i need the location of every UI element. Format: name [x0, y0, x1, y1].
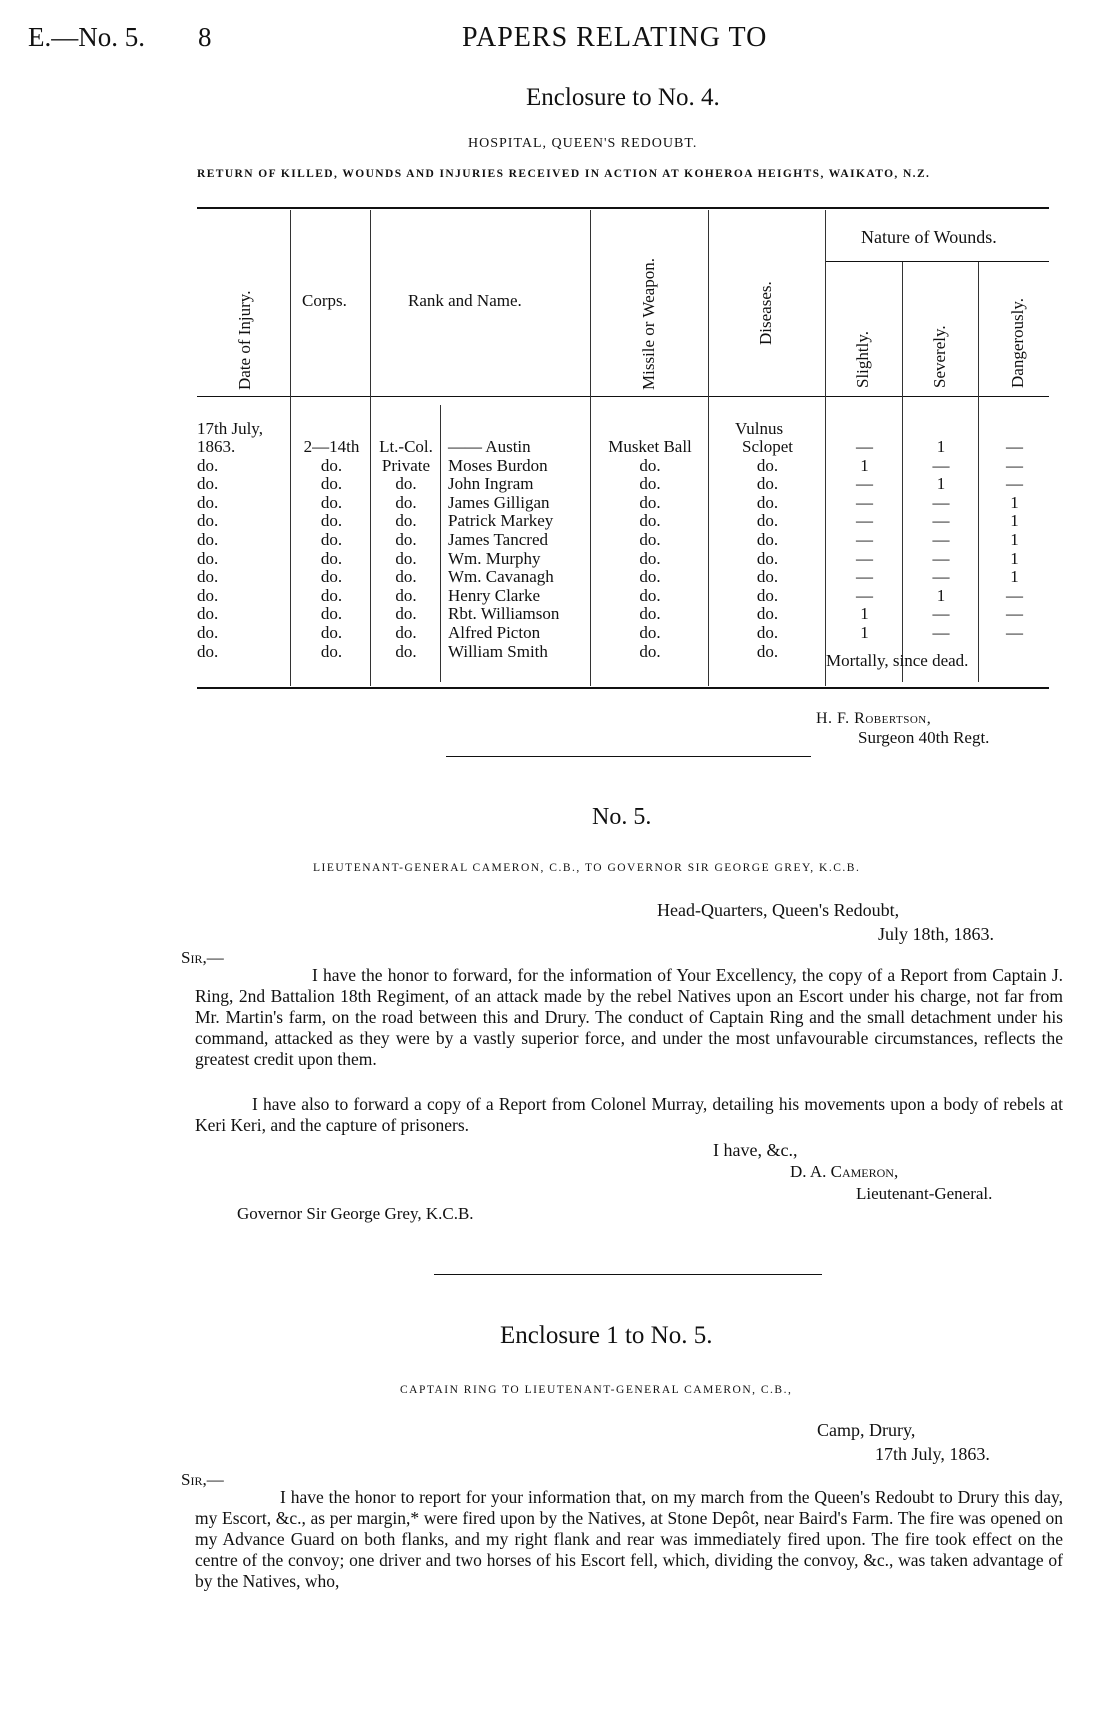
table-cell-rank: do.: [395, 530, 417, 549]
date-first-line: 17th July,: [197, 419, 263, 438]
table-cell-dangerously: —: [1006, 474, 1023, 494]
col-divider: [978, 262, 979, 682]
table-cell-missile: do.: [639, 548, 661, 568]
table-cell-rank: do.: [395, 604, 417, 624]
enclosure-1-paragraph-1: I have the honor to report for your information that, on my march from the Queen's Redoubt to Drury this day, my Escort, &c., as per margin,* were fired upon by the Natives, at Stone Depôt, near Baird's Farm. The fire was opened on my Advance Guard on both flanks, and my right flank and rear was immediately fired upon. The fire took effect on the centre of the convoy; one driver and two horses of his Escort fell, which, dividing the convoy, &c., was taken advantage of by the Natives, who,: [195, 1487, 1063, 1591]
table-cell-missile: do.: [639, 585, 661, 605]
table-cell-severely: 1: [936, 437, 946, 456]
table-cell-rank: do.: [395, 474, 417, 494]
table-cell-missile: do.: [639, 623, 661, 642]
table-cell-corps: do.: [320, 641, 343, 661]
table-cell-disease: do.: [756, 548, 779, 568]
table-cell-date: do.: [197, 623, 219, 642]
letter-signature-name: D. A. Cameron,: [790, 1162, 899, 1181]
table-top-rule: [197, 207, 1049, 209]
table-cell-dangerously: 1: [1010, 492, 1019, 512]
table-cell-name: Rbt. Williamson: [448, 604, 560, 624]
table-cell-disease: do.: [756, 492, 779, 512]
table-cell-rank: do.: [395, 511, 417, 531]
table-cell-missile: do.: [639, 567, 661, 587]
header-corps: Corps.: [302, 291, 347, 310]
table-cell-slightly: —: [856, 474, 873, 494]
header-missile: Missile or Weapon.: [639, 258, 658, 390]
table-cell-missile: do.: [639, 511, 661, 531]
table-bottom-rule: [197, 687, 1049, 689]
return-title: RETURN OF KILLED, WOUNDS AND INJURIES RECEIVED IN ACTION AT KOHEROA HEIGHTS, WAIKATO, N.Z.: [197, 168, 931, 180]
section-divider: [446, 756, 811, 757]
table-cell-disease: do.: [756, 567, 779, 587]
letter-signature-title: Lieutenant-General.: [856, 1184, 993, 1203]
section-divider: [434, 1274, 822, 1275]
table-cell-corps: do.: [320, 474, 343, 494]
header-date: Date of Injury.: [235, 290, 254, 390]
table-cell-date: do.: [197, 511, 219, 531]
hospital-heading: HOSPITAL, QUEEN'S REDOUBT.: [468, 136, 698, 151]
table-cell-name: Moses Burdon: [448, 455, 548, 475]
enclosure-1-title: Enclosure 1 to No. 5.: [500, 1322, 713, 1349]
table-cell-slightly: —: [856, 585, 873, 605]
col-divider: [290, 210, 291, 686]
table-cell-dangerously: 1: [1010, 548, 1019, 568]
col-divider: [902, 262, 903, 682]
mortality-note: Mortally, since dead.: [826, 651, 969, 670]
header-diseases: Diseases.: [756, 281, 775, 345]
table-cell-slightly: —: [856, 492, 873, 512]
table-cell-name: Patrick Markey: [448, 511, 554, 531]
table-cell-disease: do.: [756, 604, 779, 624]
table-cell-name: James Tancred: [448, 530, 548, 549]
enclosure-1-date: 17th July, 1863.: [875, 1444, 990, 1464]
running-title: PAPERS RELATING TO: [462, 22, 768, 53]
table-cell-slightly: —: [856, 437, 873, 456]
table-cell-rank: do.: [395, 641, 417, 661]
table-cell-rank: do.: [395, 623, 417, 642]
header-rank-name: Rank and Name.: [408, 291, 522, 310]
surgeon-signature-name: H. F. Robertson,: [816, 710, 932, 727]
table-cell-rank: do.: [395, 492, 417, 512]
table-cell-corps: do.: [320, 585, 343, 605]
header-slightly: Slightly.: [853, 331, 872, 388]
table-cell-missile: do.: [639, 492, 661, 512]
table-cell-dangerously: 1: [1010, 567, 1019, 587]
table-cell-corps: do.: [320, 530, 343, 549]
table-cell-disease: do.: [756, 511, 779, 531]
table-cell-name: Henry Clarke: [448, 585, 541, 605]
table-cell-severely: —: [932, 623, 950, 642]
col-divider: [590, 210, 591, 686]
table-cell-rank: do.: [395, 567, 417, 587]
table-cell-name: John Ingram: [448, 474, 534, 494]
table-cell-date: do.: [197, 585, 219, 605]
table-cell-disease: do.: [756, 585, 779, 605]
table-cell-date: do.: [197, 530, 219, 549]
header-dangerously: Dangerously.: [1008, 297, 1027, 388]
table-cell-date: do.: [197, 548, 219, 568]
table-cell-corps: do.: [320, 455, 343, 475]
table-cell-dangerously: —: [1006, 455, 1023, 475]
letter-paragraph-1: I have the honor to forward, for the information of Your Excellency, the copy of a Report from Captain J. Ring, 2nd Battalion 18th Regiment, of an attack made by the rebel Natives upon an Escort under his charge, not far from Mr. Martin's farm, on the road between this and Drury. The conduct of Captain Ring and the small detachment under his command, attacked as they were by a vastly superior force, and under the most unfavourable circumstances, reflects the greatest credit upon them.: [195, 965, 1063, 1069]
table-cell-slightly: 1: [860, 604, 869, 624]
table-cell-rank: do.: [395, 548, 417, 568]
table-cell-name: William Smith: [448, 641, 548, 661]
table-cell-date: do.: [197, 474, 219, 494]
table-cell-name: Wm. Murphy: [448, 548, 541, 568]
table-cell-severely: —: [932, 455, 950, 475]
table-cell-disease: do.: [756, 474, 779, 494]
enclosure-1-place: Camp, Drury,: [817, 1420, 916, 1440]
enclosure-1-salutation: Sir,—: [181, 1470, 224, 1489]
table-cell-missile: do.: [639, 604, 661, 624]
table-cell-disease: Sclopet: [742, 437, 793, 456]
table-cell-slightly: —: [856, 530, 873, 549]
table-cell-slightly: —: [856, 567, 873, 587]
table-cell-rank: do.: [395, 585, 417, 605]
table-cell-severely: 1: [936, 585, 946, 605]
table-cell-rank: Private: [381, 455, 431, 475]
table-cell-slightly: —: [856, 548, 873, 568]
nature-subheader-rule: [825, 261, 1049, 262]
table-cell-missile: do.: [639, 455, 661, 475]
col-divider: [440, 405, 441, 682]
table-cell-missile: do.: [639, 474, 661, 494]
header-nature: Nature of Wounds.: [861, 227, 997, 247]
table-cell-disease: do.: [756, 641, 779, 661]
letter-address: Head-Quarters, Queen's Redoubt,: [657, 900, 900, 920]
table-cell-corps: do.: [320, 604, 343, 624]
col-divider: [825, 210, 826, 686]
table-cell-corps: 2—14th: [303, 437, 360, 456]
surgeon-signature-title: Surgeon 40th Regt.: [858, 728, 990, 747]
table-cell-corps: do.: [320, 492, 343, 512]
table-cell-date: do.: [197, 604, 219, 624]
table-cell-corps: do.: [320, 623, 343, 642]
enclosure-1-subtitle: CAPTAIN RING TO LIEUTENANT-GENERAL CAMERON, C.B.,: [400, 1384, 793, 1396]
enclosure-title: Enclosure to No. 4.: [526, 84, 720, 111]
table-cell-missile: do.: [639, 641, 661, 661]
disease-first-line: Vulnus: [735, 419, 784, 438]
letter-date: July 18th, 1863.: [878, 924, 995, 944]
col-divider: [370, 210, 371, 686]
letter-closing: I have, &c.,: [713, 1140, 798, 1160]
document-reference: E.—No. 5.: [28, 22, 145, 52]
header-severely: Severely.: [930, 325, 949, 388]
table-cell-severely: —: [932, 567, 950, 587]
letter-addressee: Governor Sir George Grey, K.C.B.: [237, 1204, 474, 1223]
letter-subtitle: LIEUTENANT-GENERAL CAMERON, C.B., TO GOVERNOR SIR GEORGE GREY, K.C.B.: [313, 862, 861, 874]
table-cell-slightly: —: [856, 511, 873, 531]
letter-salutation: Sir,—: [181, 948, 224, 967]
table-cell-name: Alfred Picton: [448, 623, 541, 642]
letter-paragraph-2: I have also to forward a copy of a Report from Colonel Murray, detailing his movements upon a body of rebels at Keri Keri, and the capture of prisoners.: [195, 1094, 1063, 1135]
letter-number-heading: No. 5.: [592, 804, 652, 830]
table-cell-dangerously: —: [1006, 604, 1023, 624]
table-cell-name: —— Austin: [448, 437, 531, 456]
table-cell-severely: —: [932, 604, 950, 624]
table-cell-name: James Gilligan: [448, 492, 550, 512]
table-cell-disease: do.: [756, 455, 779, 475]
table-cell-severely: —: [932, 511, 950, 531]
table-header-rule: [197, 396, 1049, 397]
table-cell-date: do.: [197, 492, 219, 512]
page-number: 8: [198, 22, 212, 52]
col-divider: [708, 210, 709, 686]
table-cell-slightly: 1: [860, 455, 869, 475]
table-cell-rank: Lt.-Col.: [379, 437, 433, 456]
table-cell-dangerously: —: [1006, 437, 1023, 456]
table-cell-severely: 1: [936, 474, 946, 494]
table-cell-date: do.: [197, 455, 219, 475]
table-cell-date: do.: [197, 641, 219, 661]
table-cell-severely: —: [932, 492, 950, 512]
table-cell-corps: do.: [320, 548, 343, 568]
table-cell-severely: —: [932, 530, 950, 549]
table-cell-corps: do.: [320, 511, 343, 531]
table-cell-disease: do.: [756, 623, 779, 642]
table-cell-dangerously: —: [1006, 585, 1023, 605]
table-cell-dangerously: 1: [1010, 511, 1019, 531]
table-cell-dangerously: —: [1006, 623, 1023, 642]
table-cell-corps: do.: [320, 567, 343, 587]
table-cell-date: do.: [197, 567, 219, 587]
table-cell-dangerously: 1: [1010, 530, 1019, 549]
table-cell-disease: do.: [756, 530, 779, 549]
table-cell-date: 1863.: [197, 437, 236, 456]
table-cell-severely: —: [932, 548, 950, 568]
table-cell-slightly: 1: [860, 623, 869, 642]
table-cell-missile: do.: [639, 530, 661, 549]
table-cell-missile: Musket Ball: [608, 437, 692, 456]
table-cell-name: Wm. Cavanagh: [448, 567, 554, 587]
